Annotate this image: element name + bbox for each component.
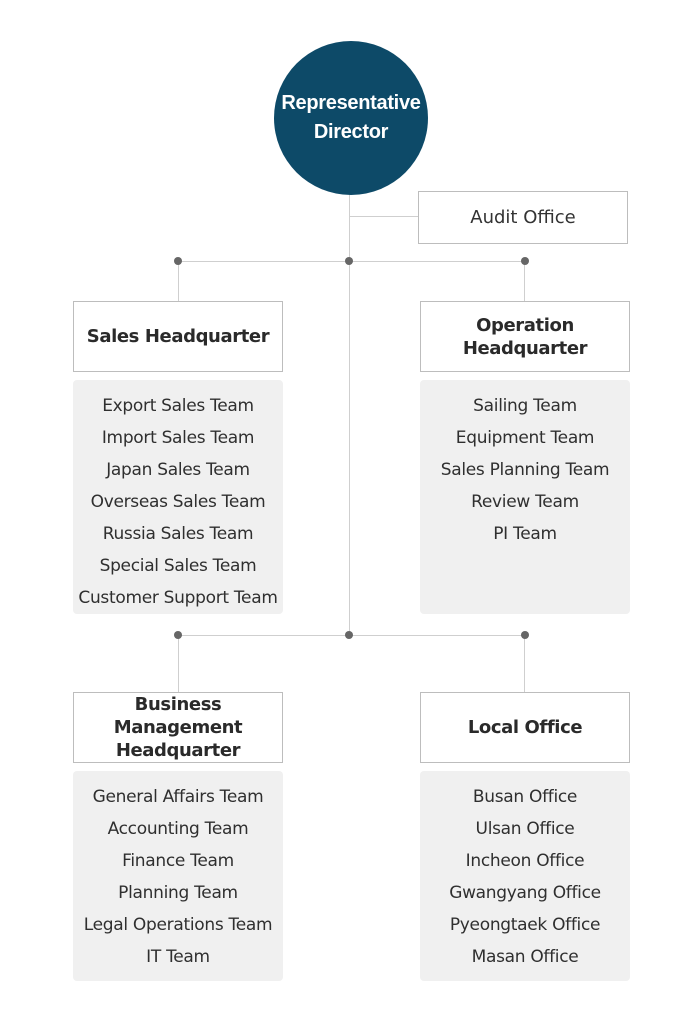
director-title-line1: Representative (281, 92, 421, 114)
list-item: Import Sales Team (101, 428, 255, 448)
list-item: Russia Sales Team (102, 524, 254, 544)
business-hq-drop-line (178, 635, 179, 692)
list-item: Pyeongtaek Office (449, 915, 601, 935)
business-hq-title-line1: Business Management (113, 694, 243, 738)
list-item: Customer Support Team (78, 588, 278, 608)
audit-office-box (418, 191, 628, 244)
representative-director-node (274, 41, 428, 195)
local-office-list-panel (420, 771, 630, 981)
local-office-drop-line (524, 635, 525, 692)
list-item: Busan Office (472, 787, 578, 807)
local-office-title: Local Office (467, 717, 583, 738)
operation-hq-team-panel (420, 380, 630, 614)
operation-hq-drop-line (524, 261, 525, 301)
list-item: Overseas Sales Team (90, 492, 266, 512)
audit-office-label: Audit Office (470, 207, 576, 228)
business-hq-team-list (73, 781, 283, 973)
operation-hq-team-list (420, 390, 630, 550)
list-item: Special Sales Team (99, 556, 257, 576)
audit-branch-line (349, 216, 418, 217)
local-office-box (420, 692, 630, 763)
business-hq-title-line2: Headquarter (115, 740, 241, 761)
sales-hq-team-panel (73, 380, 283, 614)
list-item: Incheon Office (465, 851, 585, 871)
director-title-line2: Director (313, 121, 389, 143)
list-item: Sales Planning Team (440, 460, 610, 480)
list-item: Export Sales Team (102, 396, 254, 416)
sales-hq-title: Sales Headquarter (86, 326, 270, 347)
list-item: General Affairs Team (92, 787, 264, 807)
list-item: IT Team (146, 947, 210, 967)
list-item: Equipment Team (455, 428, 595, 448)
upper-left-dot (174, 257, 182, 265)
sales-hq-box (73, 301, 283, 372)
operation-hq-title: Operation Headquarter (462, 314, 588, 359)
list-item: PI Team (493, 524, 557, 544)
list-item: Accounting Team (107, 819, 249, 839)
sales-hq-drop-line (178, 261, 179, 301)
business-hq-box (73, 692, 283, 763)
list-item: Review Team (471, 492, 579, 512)
upper-center-dot (345, 257, 353, 265)
operation-hq-box (420, 301, 630, 372)
list-item: Ulsan Office (475, 819, 575, 839)
list-item: Japan Sales Team (106, 460, 250, 480)
lower-center-dot (345, 631, 353, 639)
list-item: Legal Operations Team (83, 915, 273, 935)
list-item: Masan Office (471, 947, 579, 967)
local-office-list (420, 781, 630, 973)
list-item: Planning Team (118, 883, 238, 903)
list-item: Gwangyang Office (449, 883, 601, 903)
lower-left-dot (174, 631, 182, 639)
business-hq-team-panel (73, 771, 283, 981)
lower-right-dot (521, 631, 529, 639)
upper-right-dot (521, 257, 529, 265)
sales-hq-team-list (73, 390, 283, 614)
list-item: Sailing Team (473, 396, 577, 416)
list-item: Finance Team (122, 851, 234, 871)
